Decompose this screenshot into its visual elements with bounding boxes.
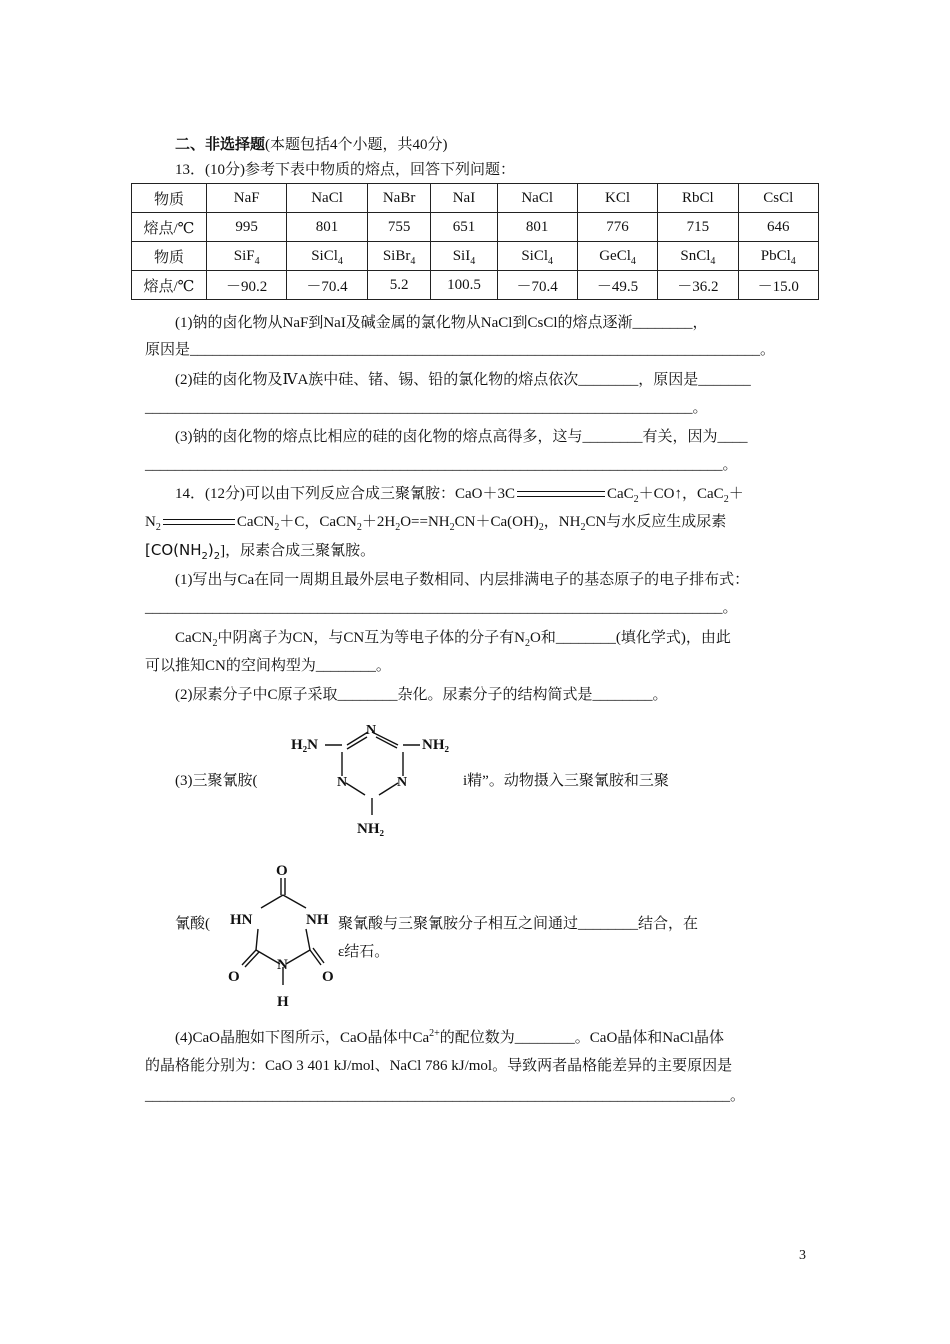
table-cell: 995 — [207, 213, 287, 242]
q14-part1-line3: CaCN$_2$中阴离子为CN，与CN互为等电子体的分子有$N_2O$和________(填化学式)，由此 — [175, 630, 731, 649]
ring-nitrogen: N — [366, 723, 377, 738]
hydrogen-atom: H — [277, 994, 289, 1010]
table-cell: CsCl — [738, 184, 818, 213]
q14-part4-line3: ______________________________________________________________________________。 — [145, 1088, 746, 1104]
table-cell: 801 — [497, 213, 577, 242]
nh-group: NH — [306, 912, 329, 928]
q13-part3-line2: _____________________________________________________________________________。 — [145, 457, 738, 473]
table-cell: SnCl$_4$ — [658, 242, 738, 271]
oxygen-atom: O — [228, 969, 240, 985]
ring-nitrogen: N — [397, 775, 408, 790]
melting-point-table — [131, 183, 819, 300]
table-cell: SiF$_4$ — [207, 242, 287, 271]
q14-part1-line2: _____________________________________________________________________________。 — [145, 600, 738, 616]
oxygen-atom: O — [322, 969, 334, 985]
table-row-header: 熔点/℃ — [132, 213, 207, 242]
table-cell: －49.5 — [577, 271, 657, 300]
q13-part2-line2: _________________________________________________________________________。 — [145, 400, 708, 416]
q14-line1: 14．(12分)可以由下列反应合成三聚氰胺：CaO＋3C CaC$_2$＋CO↑，CaC$_2$＋ — [175, 486, 744, 505]
amino-group: NH₂ — [422, 737, 449, 753]
table-cell: －15.0 — [738, 271, 818, 300]
q14-part4-line1: (4)CaO晶胞如下图所示，CaO晶体中$Ca^{2+}$的配位数为________。CaO晶体和NaCl晶体 — [175, 1028, 724, 1046]
table-row-header: 熔点/℃ — [132, 271, 207, 300]
table-cell: NaI — [431, 184, 497, 213]
table-row-header: 物质 — [132, 184, 207, 213]
table-cell: RbCl — [658, 184, 738, 213]
table-cell: SiCl$_4$ — [497, 242, 577, 271]
table-cell: 651 — [431, 213, 497, 242]
table-row — [132, 213, 819, 242]
equation-sign — [515, 491, 607, 499]
table-cell: 776 — [577, 213, 657, 242]
oxygen-atom: O — [276, 863, 288, 879]
q13-part1-line2: 原因是____________________________________________________________________________。 — [145, 342, 776, 358]
q14-part3-line2a: 氰酸( — [175, 916, 210, 932]
section-note: (本题包括4个小题，共40分) — [265, 137, 448, 153]
amino-group: H₂N — [291, 737, 318, 753]
table-row — [132, 242, 819, 271]
table-cell: －70.4 — [287, 271, 367, 300]
section-heading — [175, 135, 448, 155]
section-title: 二、非选择题 — [175, 137, 266, 153]
table-cell: 715 — [658, 213, 738, 242]
table-cell: NaBr — [367, 184, 431, 213]
q14-part3-line1a: (3)三聚氰胺( — [175, 773, 258, 789]
q14-line3: $[CO(NH_2)_2]$，尿素合成三聚氰胺。 — [145, 541, 376, 562]
table-cell: －36.2 — [658, 271, 738, 300]
q13-part3-line1: (3)钠的卤化物的熔点比相应的硅的卤化物的熔点高得多，这与________有关，因为____ — [175, 429, 748, 445]
table-row — [132, 271, 819, 300]
table-cell: SiI$_4$ — [431, 242, 497, 271]
table-cell: 5.2 — [367, 271, 431, 300]
q14-part1-line4: 可以推知CN的空间构型为________。 — [145, 658, 391, 674]
table-cell: GeCl$_4$ — [577, 242, 657, 271]
table-cell: 755 — [367, 213, 431, 242]
table-cell: －90.2 — [207, 271, 287, 300]
table-cell: KCl — [577, 184, 657, 213]
q14-part4-line2: 的晶格能分别为：CaO 3 401 kJ/mol、NaCl 786 kJ/mol。导致两者晶格能差异的主要原因是 — [145, 1058, 733, 1074]
table-cell: 646 — [738, 213, 818, 242]
ring-nitrogen: N — [277, 957, 288, 973]
amino-group: NH₂ — [357, 821, 384, 837]
table-cell: 801 — [287, 213, 367, 242]
equation-sign — [161, 519, 237, 527]
table-cell: NaF — [207, 184, 287, 213]
table-cell: NaCl — [287, 184, 367, 213]
table-cell: SiBr$_4$ — [367, 242, 431, 271]
table-row-header: 物质 — [132, 242, 207, 271]
ring-nitrogen: N — [337, 775, 348, 790]
table-row — [132, 184, 819, 213]
table-cell: PbCl$_4$ — [738, 242, 818, 271]
table-cell: NaCl — [497, 184, 577, 213]
q13-part1-line1: (1)钠的卤化物从NaF到NaI及碱金属的氯化物从NaCl到CsCl的熔点逐渐________， — [175, 315, 708, 331]
page-number: 3 — [799, 1248, 806, 1263]
table-cell: 100.5 — [431, 271, 497, 300]
q14-part3-line2b: 聚氰酸与三聚氰胺分子相互之间通过________结合，在 — [338, 916, 699, 932]
q13-intro: 13．(10分)参考下表中物质的熔点，回答下列问题： — [175, 162, 515, 178]
q14-part1-line1: (1)写出与Ca在同一周期且最外层电子数相同、内层排满电子的基态原子的电子排布式： — [175, 572, 750, 588]
q14-part2: (2)尿素分子中C原子采取________杂化。尿素分子的结构简式是________。 — [175, 687, 668, 703]
melamine-structure — [275, 718, 465, 838]
cyanuric-acid-structure — [228, 857, 343, 1012]
table-cell: －70.4 — [497, 271, 577, 300]
q14-line2: $N_2$ CaCN$_2$＋C，$CaCN_2+2H_2O==NH_2CN+Ca(OH)_2$，$NH_2CN$与水反应生成尿素 — [145, 514, 727, 533]
q14-part3-line3: ε结石。 — [338, 944, 390, 960]
q13-part2-line1: (2)硅的卤化物及ⅣA族中硅、锗、锡、铅的氯化物的熔点依次________，原因是_______ — [175, 372, 751, 388]
table-cell: SiCl$_4$ — [287, 242, 367, 271]
q14-part3-line1b: i精”。动物摄入三聚氰胺和三聚 — [463, 773, 669, 789]
hn-group: HN — [230, 912, 253, 928]
